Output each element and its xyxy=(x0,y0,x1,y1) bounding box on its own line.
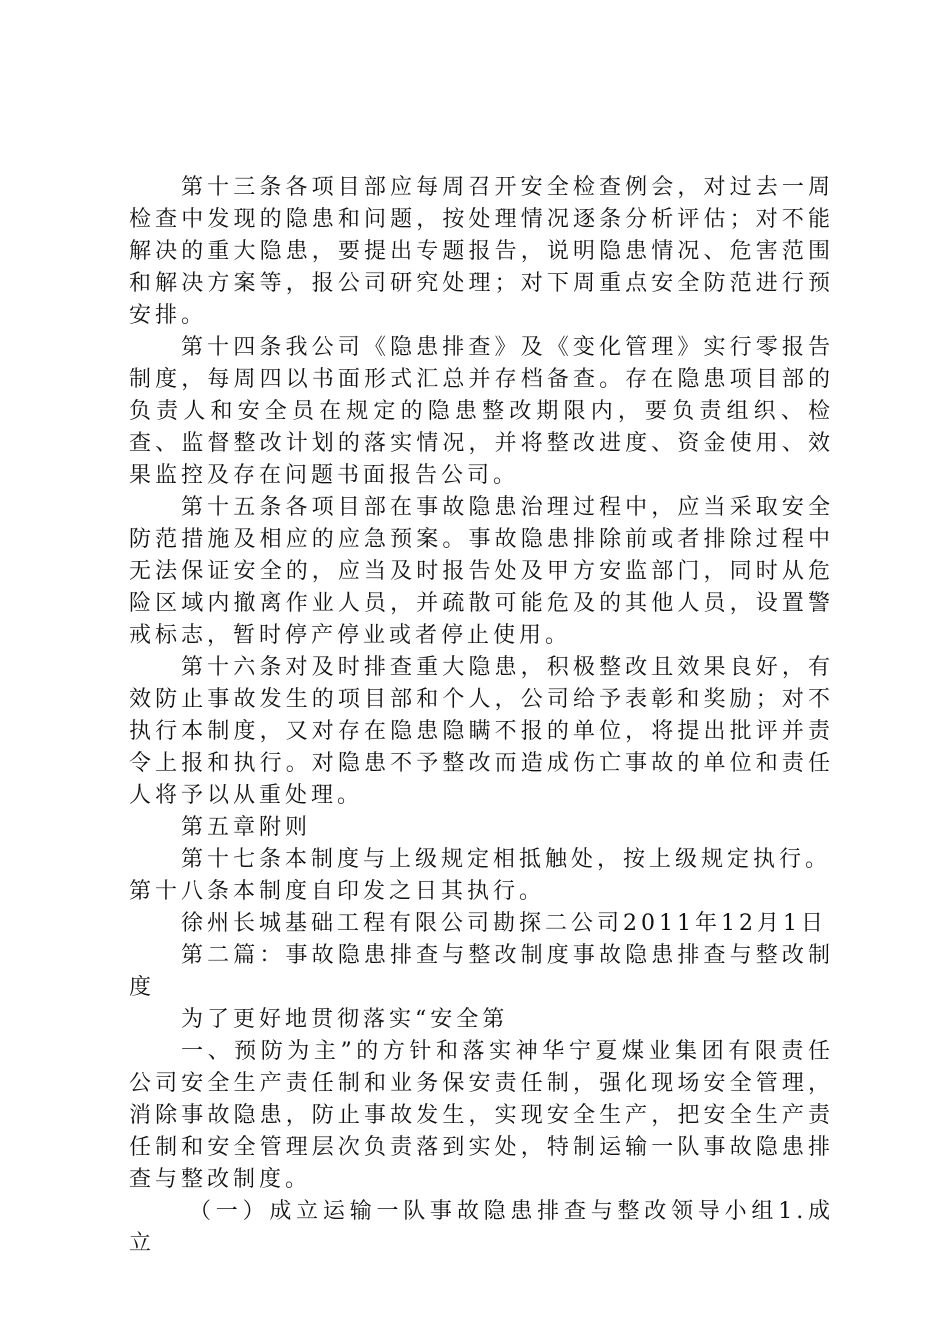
document-body xyxy=(129,172,834,1260)
part-2-title: 第二篇：事故隐患排查与整改制度事故隐患排查与整改制度 xyxy=(129,943,834,1000)
policy-paragraph: 一、预防为主”的方针和落实神华宁夏煤业集团有限责任公司安全生产责任制和业务保安责任制，强化现场安全管理，消除事故隐患，防止事故发生，实现安全生产，把安全生产责任制和安全管理层次负责落到实处，特制运输一队事故隐患排查与整改制度。 xyxy=(129,1039,834,1192)
intro-paragraph: 为了更好地贯彻落实“安全第 xyxy=(181,1007,509,1032)
article-16-paragraph: 第十六条对及时排查重大隐患，积极整改且效果良好，有效防止事故发生的项目部和个人，公司给予表彰和奖励；对不执行本制度，又对存在隐患隐瞒不报的单位，将提出批评并责令上报和执行。对隐患不予整改而造成伤亡事故的单位和责任人将予以从重处理。 xyxy=(129,655,834,808)
article-15-paragraph: 第十五条各项目部在事故隐患治理过程中，应当采取安全防范措施及相应的应急预案。事故隐患排除前或者排除过程中无法保证安全的，应当及时报告处及甲方安监部门，同时从危险区域内撤离作业人员，并疏散可能危及的其他人员，设置警戒标志，暂时停产停业或者停止使用。 xyxy=(129,495,834,648)
article-14-paragraph: 第十四条我公司《隐患排查》及《变化管理》实行零报告制度，每周四以书面形式汇总并存档备查。存在隐患项目部的负责人和安全员在规定的隐患整改期限内，要负责组织、检查、监督整改计划的落实情况，并将整改进度、资金使用、效果监控及存在问题书面报告公司。 xyxy=(129,335,834,488)
article-17-paragraph: 第十七条本制度与上级规定相抵触处，按上级规定执行。 xyxy=(181,847,832,872)
article-18-paragraph: 第十八条本制度自印发之日其执行。 xyxy=(129,879,546,904)
chapter-5-heading: 第五章附则 xyxy=(181,815,312,840)
article-13-paragraph: 第十三条各项目部应每周召开安全检查例会，对过去一周检查中发现的隐患和问题，按处理情况逐条分析评估；对不能解决的重大隐患，要提出专题报告，说明隐患情况、危害范围和解决方案等，报公司研究处理；对下周重点安全防范进行预安排。 xyxy=(129,175,834,328)
section-1-heading: （一）成立运输一队事故隐患排查与整改领导小组1.成立 xyxy=(129,1199,834,1256)
company-signature-date: 徐州长城基础工程有限公司勘探二公司2011年12月1日 xyxy=(181,911,827,936)
